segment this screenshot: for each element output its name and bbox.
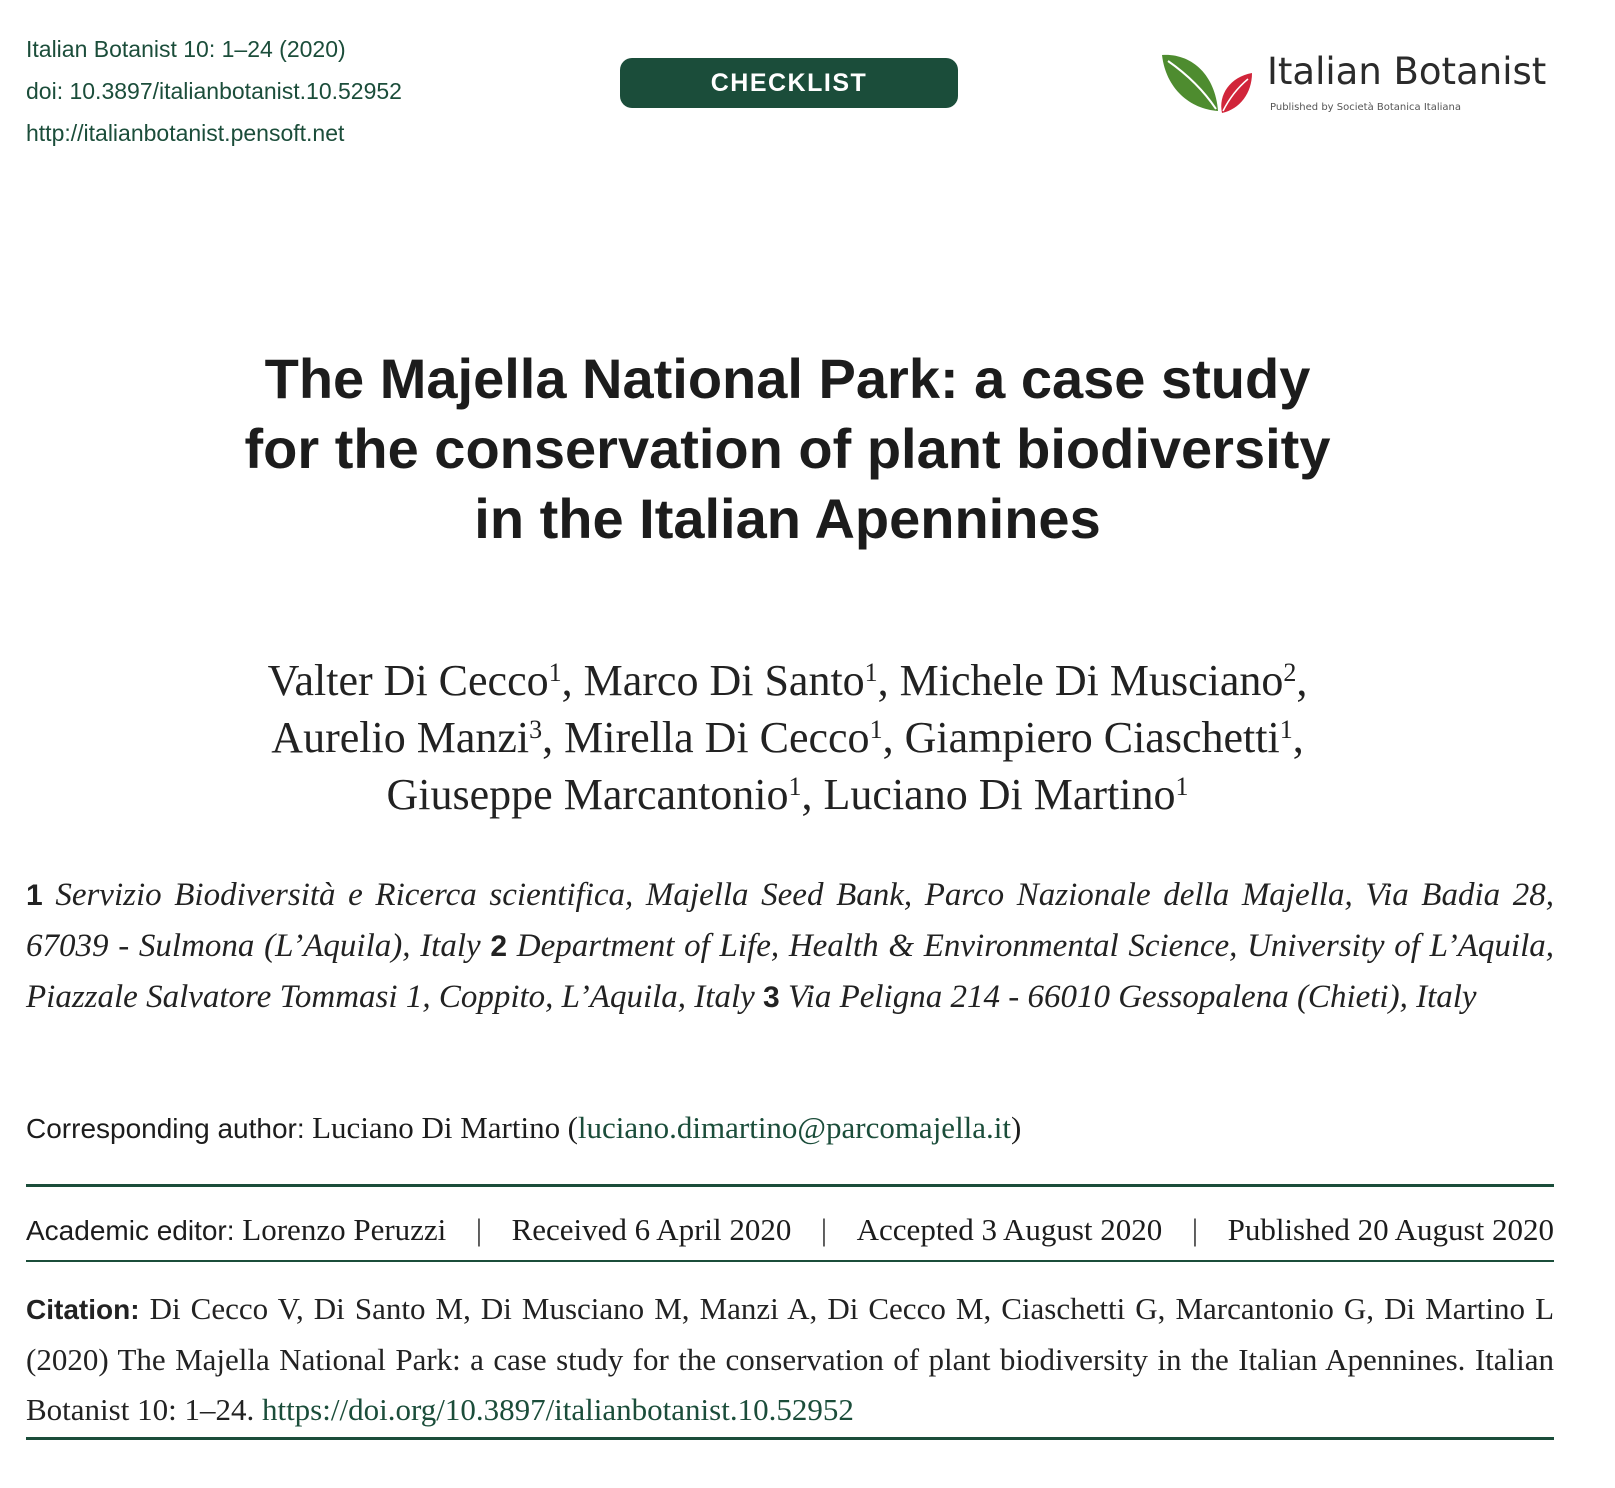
title-line: The Majella National Park: a case study [264,347,1311,410]
author-name[interactable]: Giampiero Ciaschetti [904,713,1280,762]
title-line: for the conservation of plant biodiversity [244,417,1331,480]
author-separator: , [542,713,565,762]
author-affiliation-number: 1 [864,658,878,687]
author-affiliation-number: 1 [1279,715,1293,744]
author-separator: , [1296,656,1308,705]
author-name[interactable]: Mirella Di Cecco [564,713,870,762]
affiliations [26,870,1554,1023]
published-date: Published 20 August 2020 [1227,1212,1554,1247]
author-list [100,652,1475,823]
title-line: in the Italian Apennines [474,487,1101,550]
separator: | [475,1212,483,1247]
affiliation-text: Via Peligna 214 - 66010 Gessopalena (Chieti), Italy [787,979,1477,1015]
author-affiliation-number: 2 [1283,658,1297,687]
corresponding-author [26,1108,1021,1149]
article-type-badge: CHECKLIST [620,58,958,108]
author-line [100,652,1475,709]
close-paren: ) [1011,1110,1022,1145]
editor-name: Lorenzo Peruzzi [242,1212,447,1247]
author-separator: , [801,770,824,819]
author-affiliation-number: 1 [1175,772,1189,801]
author-separator: , [561,656,584,705]
citation [26,1284,1554,1435]
corresponding-email-link[interactable]: luciano.dimartino@parcomajella.it [577,1110,1012,1145]
leaf-logo-icon [1160,51,1260,115]
divider [26,1260,1554,1262]
author-name[interactable]: Marco Di Santo [583,656,865,705]
author-affiliation-number: 1 [548,658,562,687]
editorial-info [26,1212,1554,1248]
citation-doi-link[interactable]: https://doi.org/10.3897/italianbotanist.10.52952 [261,1392,854,1427]
affiliation-number: 3 [763,981,780,1014]
author-affiliation-number: 1 [788,772,802,801]
affiliation-text: Department of Life, Health & Environmental Science, University of L’Aquila, Piazzale Salvatore Tommasi 1, Coppito, L’Aquila, Italy [26,928,1555,1015]
author-name[interactable]: Luciano Di Martino [823,770,1176,819]
corresponding-label: Corresponding author: [26,1113,305,1144]
logo-subtitle: Published by Società Botanica Italiana [1270,102,1461,113]
article-title [120,344,1455,554]
website-link[interactable]: http://italianbotanist.pensoft.net [26,120,345,146]
author-name[interactable]: Michele Di Musciano [899,656,1284,705]
author-name[interactable]: Giuseppe Marcantonio [386,770,789,819]
journal-issue-link[interactable]: Italian Botanist 10: 1–24 (2020) [26,36,346,62]
logo-title: Italian Botanist [1267,50,1547,93]
author-name[interactable]: Valter Di Cecco [267,656,549,705]
author-separator: , [882,713,905,762]
journal-logo[interactable] [1160,46,1560,120]
affiliation-text: Servizio Biodiversità e Ricerca scientifica, Majella Seed Bank, Parco Nazionale della Majella, Via Badia 28, 67039 - Sulmona (L’Aquila), Italy [26,877,1554,964]
author-affiliation-number: 3 [529,715,543,744]
journal-meta [26,28,402,154]
affiliation-number: 2 [490,930,508,963]
author-name[interactable]: Aurelio Manzi [271,713,530,762]
author-separator: , [877,656,900,705]
corresponding-name: Luciano Di Martino [312,1110,561,1145]
separator: | [1191,1212,1199,1247]
accepted-date: Accepted 3 August 2020 [856,1212,1163,1247]
author-line [100,766,1475,823]
divider [26,1437,1554,1440]
affiliation-number: 1 [26,879,43,912]
citation-text: Di Cecco V, Di Santo M, Di Musciano M, Manzi A, Di Cecco M, Ciaschetti G, Marcantonio G, Di Martino L (2020) The Majella National Park: a case study for the conservation of plant biodiversity in the Italian Apennines. Italian Botanist 10: 1–24. [26,1291,1555,1427]
editor-label: Academic editor: [26,1215,235,1246]
author-line [100,709,1475,766]
citation-label: Citation: [26,1294,140,1325]
author-affiliation-number: 1 [869,715,883,744]
open-paren: ( [567,1110,578,1145]
author-separator: , [1292,713,1304,762]
divider [26,1184,1554,1187]
doi-link[interactable]: doi: 10.3897/italianbotanist.10.52952 [26,78,402,104]
received-date: Received 6 April 2020 [511,1212,792,1247]
separator: | [820,1212,828,1247]
